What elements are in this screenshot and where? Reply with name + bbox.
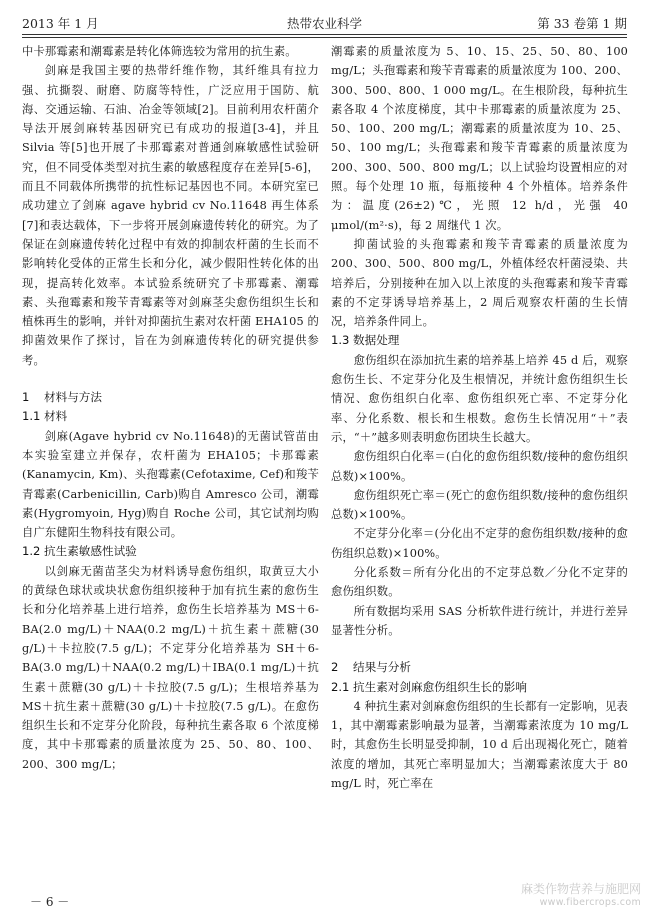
paragraph: 中卡那霉素和潮霉素是转化体筛选较为常用的抗生素。 <box>22 45 297 58</box>
section-heading <box>331 658 628 677</box>
watermark-url: www.fibercrops.com <box>539 897 641 908</box>
section-number: 1 <box>22 390 30 405</box>
page-number: － 6 － <box>30 895 70 909</box>
section-number: 1.1 <box>22 409 41 424</box>
section-number: 2 <box>331 660 339 675</box>
watermark-title: 麻类作物营养与施肥网 <box>520 882 641 896</box>
formula-whitening-rate: 愈伤组织白化率＝(白化的愈伤组织数/接种的愈伤组织总数)×100%。 <box>331 450 628 483</box>
subsection-heading <box>22 407 319 426</box>
paragraph: 愈伤组织在添加抗生素的培养基上培养 45 d 后，观察愈伤生长、不定芽分化及生根情况，并统计愈伤组织生长情况、愈伤组织白化率、愈伤组织死亡率、不定芽分化率、分化系数、根长和生根数。愈伤生长情况用“＋”表示，“＋”越多则表明愈伤团块生长越大。 <box>331 353 628 444</box>
section-title: 数据处理 <box>353 333 400 348</box>
section-number: 1.2 <box>22 544 41 559</box>
header-date: 2013 年 1 月 <box>22 16 99 31</box>
section-title: 材料 <box>44 409 68 424</box>
subsection-heading <box>331 331 628 350</box>
header-rule-thin <box>22 37 627 38</box>
paragraph: 以剑麻无菌苗茎尖为材料诱导愈伤组织，取黄豆大小的黄绿色球状或块状愈伤组织接种于加有抗生素的愈伤生长和分化培养基上进行培养，愈伤生长培养基为 MS＋6-BA(2.0 mg/L)＋NAA(0.2 mg/L)＋抗生素＋蔗糖(30 g/L)＋卡拉胶(7.5 g/L)；不定芽分化培养基为 SH＋6-BA(3.0 mg/L)＋NAA(0.2 mg/L)＋IBA(0.1 mg/L)＋抗生素＋蔗糖(30 g/L)＋卡拉胶(7.5 g/L)；生根培养基为 MS＋抗生素＋蔗糖(30 g/L)＋卡拉胶(7.5 g/L)。在愈伤组织生长和不定芽分化阶段，每种抗生素各取 6 个浓度梯度，其中卡那霉素的质量浓度为 25、50、80、100、200、300 mg/L； <box>22 564 319 771</box>
section-title: 抗生素敏感性试验 <box>44 544 137 559</box>
header-journal-title: 热带农业科学 <box>286 16 362 31</box>
section-title: 抗生素对剑麻愈伤组织生长的影响 <box>353 679 527 694</box>
paragraph: 4 种抗生素对剑麻愈伤组织的生长都有一定影响，见表 1，其中潮霉素影响最为显著，当潮霉素浓度为 10 mg/L 时，其愈伤生长明显受抑制，10 d 后出现褐化死亡，随着浓度的增加，其死亡率明显加大；当潮霉素浓度大于 80 mg/L 时，死亡率在 <box>331 699 628 790</box>
watermark <box>521 880 641 908</box>
paragraph: 剑麻(Agave hybrid cv No.11648)的无菌试管苗由本实验室建立并保存，农杆菌为 EHA105；卡那霉素(Kanamycin, Km)、头孢霉素(Cefotaxime, Cef)和羧苄青霉素(Carbenicillin, Carb)购自 Amresco 公司，潮霉素(Hygromyoin, Hyg)购自 Roche 公司，其它试剂均购自广东健阳生物科技有限公司。 <box>22 429 319 540</box>
header-rule-thick <box>22 34 627 35</box>
formula-death-rate: 愈伤组织死亡率＝(死亡的愈伤组织数/接种的愈伤组织总数)×100%。 <box>331 488 628 522</box>
subsection-heading <box>331 678 628 697</box>
section-number: 1.3 <box>331 333 350 348</box>
paragraph: 所有数据均采用 SAS 分析软件进行统计，并进行差异显著性分析。 <box>331 604 628 637</box>
section-number: 2.1 <box>331 679 350 694</box>
paragraph: 潮霉素的质量浓度为 5、10、15、25、50、80、100 mg/L；头孢霉素和羧苄青霉素的质量浓度为 100、200、300、500、800、1 000 mg/L。在生根阶段，每种抗生素各取 4 个浓度梯度，其中卡那霉素的质量浓度为 25、50、100、200 mg/L；潮霉素的质量浓度为 10、25、50、100 mg/L；头孢霉素和羧苄青霉素的质量浓度为 200、300、500、800 mg/L；以上试验均设置相应的对照。每个处理 10 瓶，每瓶接种 4 个外植体。培养条件为：温度(26±2)℃，光照 12 h/d，光强 40 μmol/(m²·s)，每 2 周继代 1 次。 <box>331 45 628 232</box>
section-title: 结果与分析 <box>353 660 411 675</box>
section-heading <box>22 388 319 407</box>
formula-shoot-differentiation-rate: 不定芽分化率＝(分化出不定芽的愈伤组织数/接种的愈伤组织总数)×100%。 <box>331 527 628 560</box>
paragraph: 抑菌试验的头孢霉素和羧苄青霉素的质量浓度为 200、300、500、800 mg/L，外植体经农杆菌浸染、共培养后，分别接种在加入以上浓度的头孢霉素和羧苄青霉素的不定芽诱导培养基上，2 周后观察农杆菌的生长情况，培养条件同上。 <box>331 237 628 329</box>
left-column <box>22 42 319 774</box>
paragraph: 剑麻是我国主要的热带纤维作物，其纤维具有拉力强、抗撕裂、耐磨、防腐等特性，广泛应用于国防、航海、交通运输、石油、冶金等领域[2]。目前利用农杆菌介导法开展剑麻转基因研究已有成功的报道[3-4]，并且 Silvia 等[5]也开展了卡那霉素对普通剑麻敏感性试验研究，但不同受体类型对抗生素的敏感程度存在差异[5-6]，而且不同载体所携带的抗性标记基因也不同。本研究室已成功建立了剑麻 agave hybrid cv No.11648 再生体系[7]和表达载体，下一步将开展剑麻遗传转化的研究。为了保证在剑麻遗传转化过程中有效的抑制农杆菌的生长而不影响转化受体的正常生长和分化，减少假阳性转化体的出现，提高转化效率。本试验系统研究了卡那霉素、潮霉素、头孢霉素和羧苄青霉素等对剑麻茎尖愈伤组织生长和植株再生的影响，并针对抑菌抗生素对农杆菌 EHA105 的抑菌效果作了探讨，旨在为剑麻遗传转化的研究提供参考。 <box>22 64 319 367</box>
section-title: 材料与方法 <box>44 390 102 405</box>
formula-differentiation-coefficient: 分化系数＝所有分化出的不定芽总数／分化不定芽的愈伤组织数。 <box>331 566 628 599</box>
header-volume-issue: 第 33 卷第 1 期 <box>537 16 627 31</box>
running-header <box>22 10 627 34</box>
subsection-heading <box>22 542 319 561</box>
right-column <box>331 42 628 793</box>
